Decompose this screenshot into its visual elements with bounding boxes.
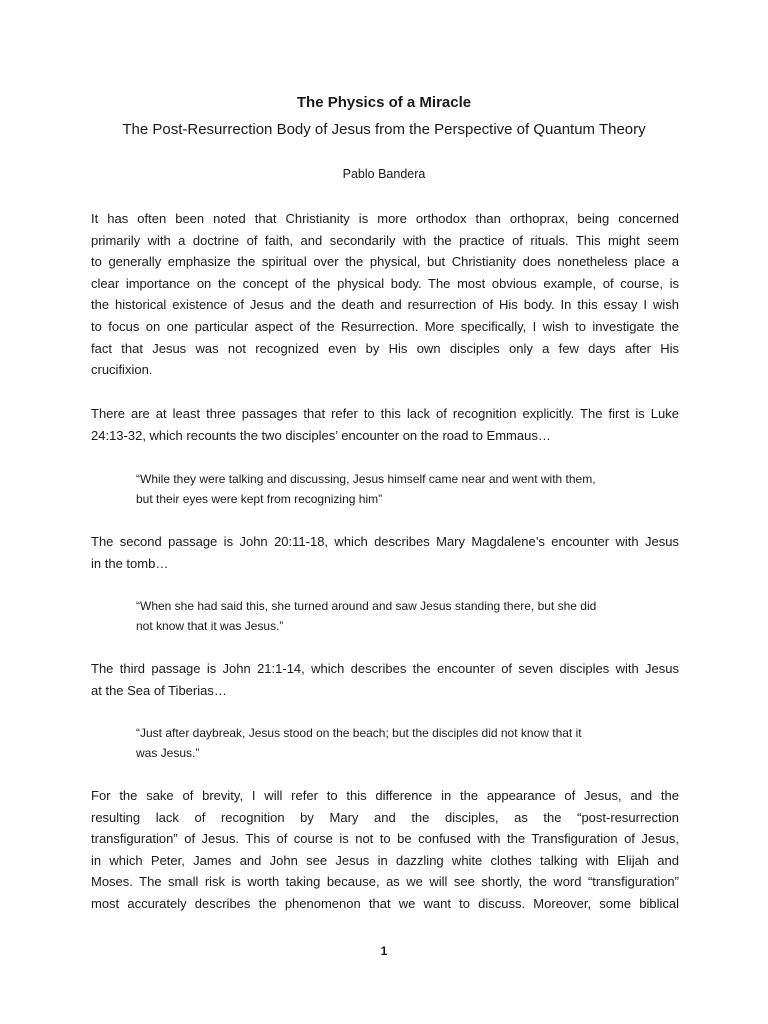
quote-line: not know that it was Jesus.” bbox=[136, 619, 284, 633]
text-line: crucifixion. bbox=[91, 362, 153, 378]
quote-line: was Jesus.” bbox=[136, 746, 200, 760]
paragraph-three-passages bbox=[91, 403, 679, 446]
text-line: For the sake of brevity, I will refer to this difference in the appearance of Jesus, and the bbox=[91, 788, 679, 803]
text-line: most accurately describes the phenomenon that we want to discuss. Moreover, some biblical bbox=[91, 895, 679, 911]
text-line: There are at least three passages that refer to this lack of recognition explicitly. The first is Luke bbox=[91, 406, 679, 421]
quote-line: “Just after daybreak, Jesus stood on the beach; but the disciples did not know that it bbox=[136, 726, 582, 740]
text-line: at the Sea of Tiberias… bbox=[91, 682, 227, 698]
paragraph-third-passage bbox=[91, 658, 679, 701]
paragraph-intro bbox=[91, 208, 679, 381]
text-line: the historical existence of Jesus and the death and resurrection of His body. In this essay I wish bbox=[91, 297, 679, 313]
author-name: Pablo Bandera bbox=[342, 167, 426, 181]
text-line: It has often been noted that Christianity is more orthodox than orthoprax, being concerned bbox=[91, 211, 679, 226]
quote-john-20 bbox=[136, 596, 656, 636]
text-line: clear importance on the concept of the physical body. The most obvious example, of course, is bbox=[91, 275, 679, 291]
text-line: fact that Jesus was not recognized even by His own disciples only a few days after His bbox=[91, 340, 679, 356]
paragraph-second-passage bbox=[91, 531, 679, 574]
quote-line: “When she had said this, she turned around and saw Jesus standing there, but she did bbox=[136, 599, 597, 613]
document-title: The Physics of a Miracle bbox=[296, 94, 472, 111]
page-number: 1 bbox=[380, 944, 388, 958]
text-line: resulting lack of recognition by Mary and the disciples, as the “post-resurrection bbox=[91, 809, 679, 825]
paragraph-transfiguration bbox=[91, 785, 679, 915]
text-line: in the tomb… bbox=[91, 555, 169, 571]
text-line: primarily with a doctrine of faith, and secondarily with the practice of rituals. This might seem bbox=[91, 232, 679, 248]
quote-john-21 bbox=[136, 723, 656, 763]
text-line: Moses. The small risk is worth taking because, as we will see shortly, the word “transfiguration” bbox=[91, 874, 679, 890]
quote-line: “While they were talking and discussing, Jesus himself came near and went with them, bbox=[136, 472, 596, 486]
text-line: The third passage is John 21:1-14, which describes the encounter of seven disciples with Jesus bbox=[91, 661, 679, 676]
text-line: The second passage is John 20:11-18, which describes Mary Magdalene’s encounter with Jesus bbox=[91, 534, 679, 549]
text-line: to focus on one particular aspect of the Resurrection. More specifically, I wish to investigate the bbox=[91, 318, 679, 334]
text-line: 24:13-32, which recounts the two disciples’ encounter on the road to Emmaus… bbox=[91, 427, 551, 443]
document-subtitle: The Post-Resurrection Body of Jesus from the Perspective of Quantum Theory bbox=[122, 121, 646, 138]
quote-luke bbox=[136, 469, 656, 509]
quote-line: but their eyes were kept from recognizing him” bbox=[136, 492, 383, 506]
text-line: transfiguration” of Jesus. This of course is not to be confused with the Transfiguration of Jesus, bbox=[91, 831, 679, 847]
text-line: in which Peter, James and John see Jesus in dazzling white clothes talking with Elijah and bbox=[91, 852, 679, 868]
text-line: to generally emphasize the spiritual over the physical, but Christianity does nonetheless place a bbox=[91, 254, 679, 270]
